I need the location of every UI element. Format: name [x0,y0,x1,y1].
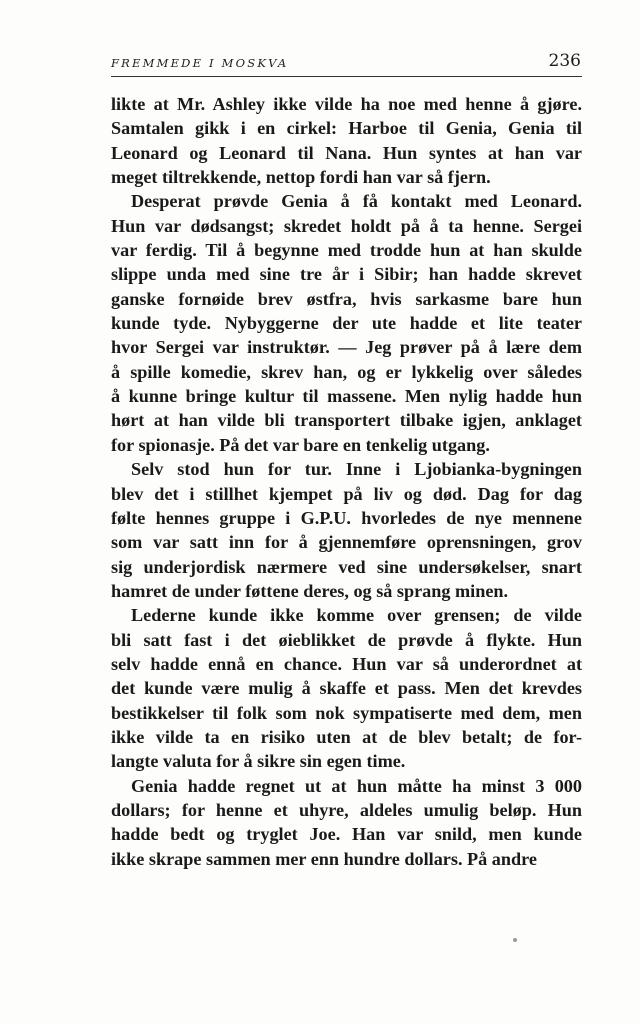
text-line: Lederne kunde ikke komme over grensen; de vilde [131,605,582,626]
page-number: 236 [548,51,581,71]
text-line: Genia hadde regnet ut at hun måtte ha minst 3 000 [131,775,582,796]
text-line: Leonard og Leonard til Nana. Hun syntes at han var [111,142,582,163]
text-line: Samtalen gikk i en cirkel: Harboe til Genia, Genia til [111,118,582,139]
text-line: slippe unda med sine tre år i Sibir; han hadde skrevet [111,264,582,285]
paragraph [111,603,582,773]
text-line: ikke skrape sammen mer enn hundre dollars. På andre [111,848,537,869]
text-line: dollars; for henne et uhyre, aldeles umulig beløp. Hun [111,799,582,820]
text-line: bli satt fast i det øieblikket de prøvde å flykte. Hun [111,629,582,650]
running-title: FREMMEDE I MOSKVA [111,56,289,70]
text-line: selv hadde ennå en chance. Hun var så underordnet at [111,653,582,674]
text-line: Hun var dødsangst; skredet holdt på å ta henne. Sergei [111,215,582,236]
text-line: å kunne bringe kultur til massene. Men nylig hadde hun [111,386,582,407]
text-line: kunde tyde. Nybyggerne der ute hadde et lite teater [111,313,582,334]
text-line: hørt at han vilde bli transportert tilbake igjen, anklaget [111,410,582,431]
paragraph [111,189,582,457]
text-line: ganske fornøide brev østfra, hvis sarkasme bare hun [111,288,582,309]
text-line: hamret de under føttene deres, og så sprang minen. [111,580,509,601]
page-header [111,52,582,77]
text-line: hadde bedt og tryglet Joe. Han var snild, men kunde [111,824,582,845]
paragraph [111,92,582,189]
text-line: meget tiltrekkende, nettop fordi han var så fjern. [111,167,491,188]
text-line: for spionasje. På det var bare en tenkelig utgang. [111,434,490,455]
print-speck [513,938,517,942]
text-line: ikke vilde ta en risiko uten at de blev betalt; de for- [111,726,582,747]
text-line: Selv stod hun for tur. Inne i Ljobianka-bygningen [131,459,582,480]
paragraph [111,774,582,871]
body-text [111,92,582,871]
text-line: langte valuta for å sikre sin egen time. [111,751,406,772]
text-line: blev det i stillhet kjempet på liv og død. Dag for dag [111,483,582,504]
text-line: likte at Mr. Ashley ikke vilde ha noe med henne å gjøre. [111,94,582,114]
text-line: hvor Sergei var instruktør. — Jeg prøver på å lære dem [111,337,582,358]
text-line: sig underjordisk nærmere ved sine undersøkelser, snart [111,556,582,577]
text-line: bestikkelser til folk som nok sympatiserte med dem, men [111,702,582,723]
paragraph [111,457,582,603]
text-line: det kunde være mulig å skaffe et pass. Men det krevdes [111,678,582,699]
text-line: følte hennes gruppe i G.P.U. hvorledes de nye mennene [111,507,582,528]
text-line: Desperat prøvde Genia å få kontakt med Leonard. [131,191,582,212]
text-line: som var satt inn for å gjennemføre oprensningen, grov [111,532,582,553]
text-line: var ferdig. Til å begynne med trodde hun at han skulde [111,240,582,261]
text-line: å spille komedie, skrev han, og er lykkelig over således [111,361,582,382]
